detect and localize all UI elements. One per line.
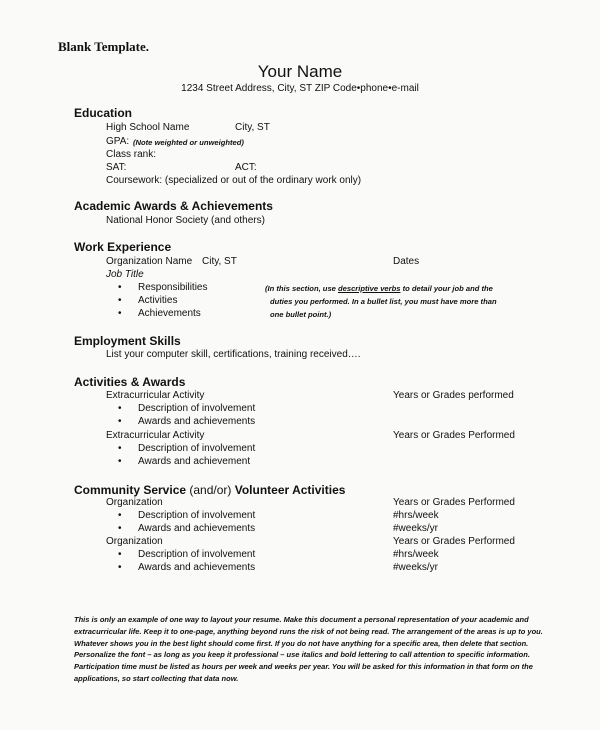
awards-item: National Honor Society (and others)	[106, 215, 265, 226]
school-city: City, ST	[235, 122, 270, 133]
work-city: City, ST	[202, 256, 237, 267]
hours-per-week: #hrs/week	[393, 549, 439, 560]
coursework: Coursework: (specialized or out of the ordinary work only)	[106, 175, 362, 186]
activity-title: Extracurricular Activity	[106, 430, 205, 441]
activity-years: Years or Grades performed	[393, 390, 514, 401]
list-item: • Awards and achievements	[138, 562, 255, 573]
work-heading: Work Experience	[74, 240, 172, 254]
list-item: • Awards and achievement	[138, 456, 250, 467]
gpa-label: GPA:	[106, 136, 130, 147]
list-item: • Description of involvement	[138, 443, 255, 454]
footer-note: This is only an example of one way to layout your resume. Make this document a personal representation of your academic and extracurricular life. Keep it to one-page, anything beyond runs the risk of not being read. The arrangement of the areas is up to you. Whatever shows you in the best light should come first. If you do not have anything for a specific area, then delete that section. Personalize the font – as long as you keep it professional – use italics and bold lettering to call attention to specific information. Participation time must be listed as hours per week and weeks per year. You will be asked for this information in that form on the applications, so start collecting that data now.	[74, 615, 543, 683]
hours-per-week: #hrs/week	[393, 510, 439, 521]
community-heading: Community Service (and/or) Volunteer Activities	[74, 483, 346, 497]
list-item: • Responsibilities	[138, 282, 207, 293]
work-note-line3: one bullet point.)	[270, 310, 332, 319]
work-note-line2: duties you performed. In a bullet list, you must have more than	[270, 297, 497, 306]
activity-years: Years or Grades Performed	[393, 430, 515, 441]
awards-heading: Academic Awards & Achievements	[74, 199, 273, 213]
job-title: Job Title	[106, 269, 144, 280]
skills-text: List your computer skill, certifications, training received….	[106, 349, 361, 360]
act-label: ACT:	[235, 162, 257, 173]
class-rank: Class rank:	[106, 149, 157, 160]
sat-label: SAT:	[106, 162, 127, 173]
work-note-line1: (In this section, use descriptive verbs to detail your job and the	[265, 284, 493, 293]
organization-title: Organization	[106, 497, 163, 508]
list-item: • Awards and achievements	[138, 416, 255, 427]
organization-title: Organization	[106, 536, 163, 547]
gpa-note: (Note weighted or unweighted)	[133, 138, 244, 147]
organization-years: Years or Grades Performed	[393, 536, 515, 547]
skills-heading: Employment Skills	[74, 334, 181, 348]
work-org: Organization Name	[106, 256, 193, 267]
organization-years: Years or Grades Performed	[393, 497, 515, 508]
list-item: • Achievements	[138, 308, 201, 319]
activities-heading: Activities & Awards	[74, 375, 186, 389]
weeks-per-year: #weeks/yr	[393, 562, 439, 573]
address-line: 1234 Street Address, City, ST ZIP Code•phone•e-mail	[181, 83, 419, 94]
list-item: • Awards and achievements	[138, 523, 255, 534]
list-item: • Description of involvement	[138, 549, 255, 560]
resume-name: Your Name	[257, 62, 343, 81]
list-item: • Description of involvement	[138, 403, 255, 414]
school-name: High School Name	[106, 122, 190, 133]
education-heading: Education	[74, 106, 133, 120]
work-dates: Dates	[393, 256, 420, 267]
list-item: • Description of involvement	[138, 510, 255, 521]
template-label: Blank Template.	[58, 39, 150, 54]
activity-title: Extracurricular Activity	[106, 390, 205, 401]
list-item: • Activities	[138, 295, 177, 306]
weeks-per-year: #weeks/yr	[393, 523, 439, 534]
